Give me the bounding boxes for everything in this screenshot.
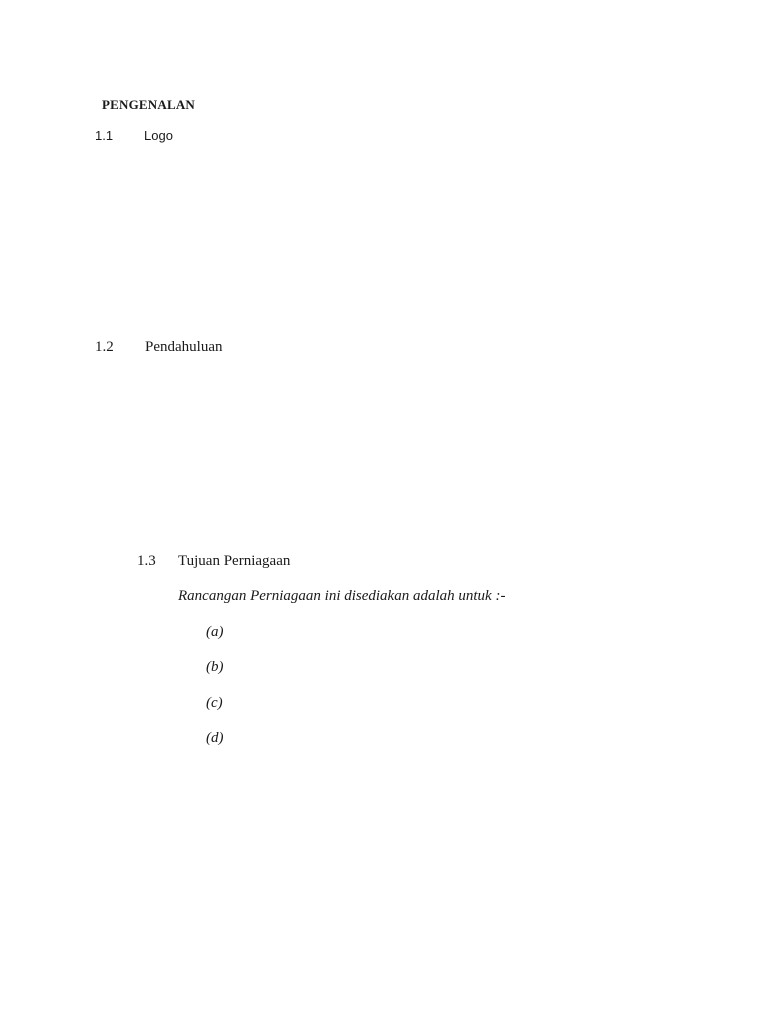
list-item-a: (a) bbox=[206, 624, 224, 640]
list-item-b: (b) bbox=[206, 659, 224, 675]
section-1-3-number: 1.3 bbox=[137, 553, 156, 569]
section-1-3-title: Tujuan Perniagaan bbox=[178, 553, 291, 569]
list-item-d: (d) bbox=[206, 730, 224, 746]
page-heading: PENGENALAN bbox=[102, 97, 196, 112]
section-1-2-title: Pendahuluan bbox=[145, 339, 223, 355]
section-1-3-intro: Rancangan Perniagaan ini disediakan adalah untuk :- bbox=[178, 588, 506, 604]
section-1-1-title: Logo bbox=[144, 128, 173, 143]
section-1-1-number: 1.1 bbox=[95, 128, 114, 143]
list-item-c: (c) bbox=[206, 695, 223, 711]
section-1-2-number: 1.2 bbox=[95, 339, 114, 355]
